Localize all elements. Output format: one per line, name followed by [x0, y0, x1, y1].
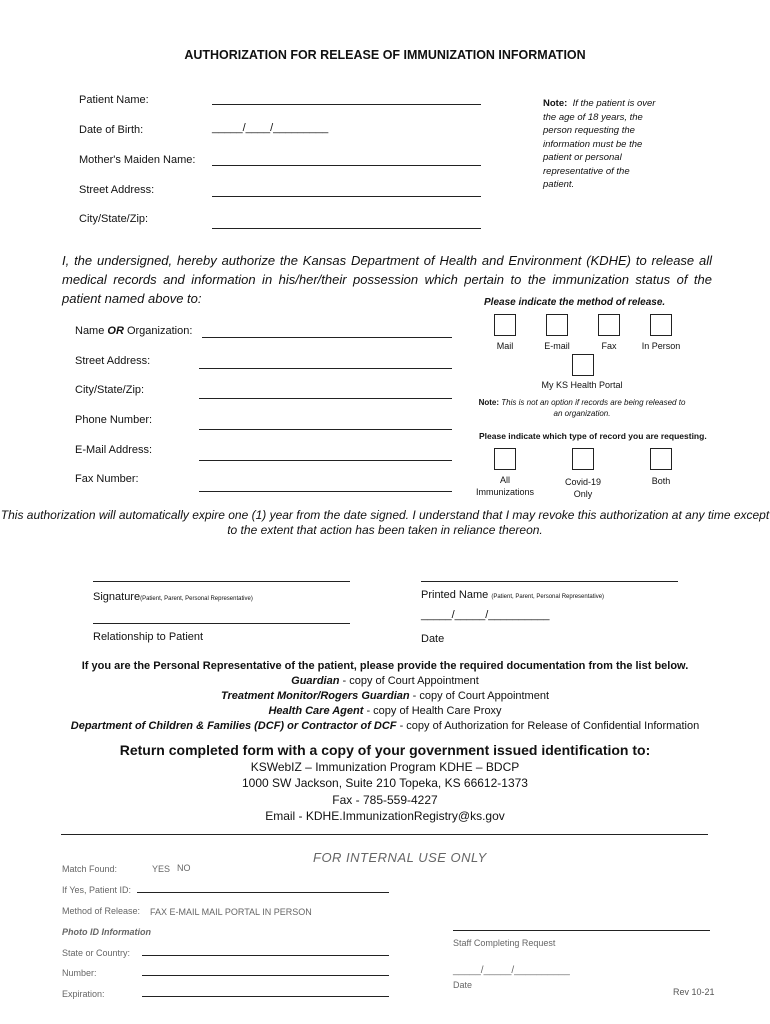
mail-checkbox[interactable]: [494, 314, 516, 336]
patient-id-field[interactable]: [137, 892, 389, 893]
maiden-name-label: Mother's Maiden Name:: [79, 154, 196, 166]
both-checkbox[interactable]: [650, 448, 672, 470]
recipient-name-or: OR: [107, 325, 124, 337]
staff-label: Staff Completing Request: [453, 938, 556, 948]
patient-id-label: If Yes, Patient ID:: [62, 885, 132, 895]
recipient-phone-label: Phone Number:: [75, 414, 153, 426]
email-checkbox[interactable]: [546, 314, 568, 336]
recipient-fax-field[interactable]: [199, 491, 452, 492]
revision-label: Rev 10-21: [673, 987, 715, 997]
state-country-field[interactable]: [142, 955, 389, 956]
recipient-name-pre: Name: [75, 325, 108, 337]
signature-label: [93, 591, 253, 603]
doc-desc: - copy of Court Appointment: [409, 690, 550, 702]
covid-line2: Only: [573, 489, 593, 499]
staff-field[interactable]: [453, 930, 710, 931]
photo-id-heading: Photo ID Information: [62, 927, 151, 937]
printed-name-label-text: Printed Name: [421, 589, 489, 601]
return-line-address: 1000 SW Jackson, Suite 210 Topeka, KS 66612-1373: [242, 776, 528, 790]
recipient-street-label: Street Address:: [75, 355, 151, 367]
printed-name-sub: (Patient, Parent, Personal Representative): [491, 594, 605, 600]
portal-checkbox[interactable]: [572, 354, 594, 376]
internal-divider: [61, 834, 708, 835]
in-person-checkbox[interactable]: [650, 314, 672, 336]
mail-option-label: Mail: [496, 341, 514, 351]
doc-role: Health Care Agent: [268, 705, 364, 717]
recipient-phone-field[interactable]: [199, 429, 452, 430]
note-label: Note:: [543, 98, 568, 109]
relationship-label: Relationship to Patient: [93, 631, 204, 643]
internal-use-title: FOR INTERNAL USE ONLY: [313, 850, 487, 865]
signature-label-text: Signature: [93, 591, 141, 603]
documentation-intro: If you are the Personal Representative of the patient, please provide the required documentation from the list below.: [81, 660, 689, 672]
patient-city-field[interactable]: [212, 228, 481, 229]
release-method-heading: Please indicate the method of release.: [484, 297, 666, 308]
return-line-program: KSWebIZ – Immunization Program KDHE – BDCP: [250, 759, 520, 774]
doc-item-treatment-monitor: [0, 689, 770, 704]
doc-item-guardian: [0, 674, 770, 689]
date-label: Date: [421, 633, 445, 645]
printed-name-label: [421, 589, 604, 601]
return-instructions: [0, 742, 770, 825]
patient-city-label: City/State/Zip:: [79, 213, 149, 225]
record-type-heading: Please indicate which type of record you are requesting.: [479, 431, 707, 441]
portal-note: [478, 397, 686, 419]
authorization-statement: I, the undersigned, hereby authorize the Kansas Department of Health and Environment (KDHE) to release all medical records and information in his/her/their possession which pertain to the immunization status of the patient named above to:: [62, 253, 712, 306]
all-line1: All: [499, 475, 510, 485]
id-number-field[interactable]: [142, 975, 389, 976]
id-number-label: Number:: [62, 968, 97, 978]
doc-desc: - copy of Health Care Proxy: [363, 705, 502, 717]
all-immunizations-label: [470, 474, 540, 498]
patient-name-label: Patient Name:: [79, 94, 149, 106]
recipient-name-field[interactable]: [202, 337, 452, 338]
recipient-name-label: [75, 325, 192, 337]
date-blank[interactable]: _____/_____/__________: [421, 609, 550, 621]
relationship-field[interactable]: [93, 623, 350, 624]
portal-note-text: This is not an option if records are being released to an organization.: [501, 398, 686, 418]
patient-street-label: Street Address:: [79, 184, 155, 196]
age-note: [543, 97, 663, 192]
doc-desc: - copy of Authorization for Release of Confidential Information: [396, 720, 700, 732]
both-label: Both: [651, 476, 671, 486]
doc-desc: - copy of Court Appointment: [339, 675, 479, 687]
id-expiration-field[interactable]: [142, 996, 389, 997]
return-line-email: Email - KDHE.ImmunizationRegistry@ks.gov: [265, 809, 505, 823]
maiden-name-field[interactable]: [212, 165, 481, 166]
covid-only-checkbox[interactable]: [572, 448, 594, 470]
recipient-fax-label: Fax Number:: [75, 473, 139, 485]
signature-sub: (Patient, Parent, Personal Representative): [140, 596, 253, 602]
doc-role: Treatment Monitor/Rogers Guardian: [220, 690, 410, 702]
doc-item-health-care-agent: [0, 704, 770, 719]
email-option-label: E-mail: [544, 341, 570, 351]
match-no-option[interactable]: NO: [177, 863, 191, 873]
internal-date-blank[interactable]: _____/_____/__________: [453, 965, 570, 976]
portal-note-label: Note:: [478, 398, 500, 407]
note-text: If the patient is over the age of 18 years, the person requesting the information must be the patient or personal representative of the patient.: [543, 98, 656, 190]
portal-option-label: My KS Health Portal: [541, 380, 623, 390]
doc-role: Department of Children & Families (DCF) or Contractor of DCF: [70, 720, 397, 732]
recipient-email-label: E-Mail Address:: [75, 444, 153, 456]
match-found-label: Match Found:: [62, 864, 118, 874]
in-person-option-label: In Person: [641, 341, 681, 351]
dob-field[interactable]: _____/____/_________: [212, 122, 329, 134]
doc-item-dcf: [0, 719, 770, 734]
documentation-list: [0, 659, 770, 734]
recipient-city-field[interactable]: [199, 398, 452, 399]
recipient-city-label: City/State/Zip:: [75, 384, 145, 396]
doc-role: Guardian: [291, 675, 340, 687]
patient-name-field[interactable]: [212, 104, 481, 105]
covid-line1: Covid-19: [564, 477, 602, 487]
match-yes-option[interactable]: YES: [152, 864, 171, 874]
signature-field[interactable]: [93, 581, 350, 582]
id-expiration-label: Expiration:: [62, 989, 105, 999]
internal-date-label: Date: [453, 980, 473, 990]
patient-street-field[interactable]: [212, 196, 481, 197]
state-country-label: State or Country:: [62, 948, 131, 958]
printed-name-field[interactable]: [421, 581, 678, 582]
fax-checkbox[interactable]: [598, 314, 620, 336]
form-title: AUTHORIZATION FOR RELEASE OF IMMUNIZATION INFORMATION: [184, 48, 586, 62]
return-line-fax: Fax - 785-559-4227: [332, 792, 438, 807]
expiration-statement: This authorization will automatically expire one (1) year from the date signed. I understand that I may revoke this authorization at any time except to the extent that action has been taken in reliance thereon.: [0, 508, 770, 537]
all-immunizations-checkbox[interactable]: [494, 448, 516, 470]
all-line2: Immunizations: [475, 487, 535, 497]
dob-label: Date of Birth:: [79, 124, 144, 136]
recipient-name-post: Organization:: [123, 325, 193, 337]
recipient-email-field[interactable]: [199, 460, 452, 461]
return-heading: Return completed form with a copy of your government issued identification to:: [119, 742, 651, 758]
fax-option-label: Fax: [601, 341, 617, 351]
release-method-internal-label: Method of Release:: [62, 906, 141, 916]
covid-only-label: [550, 476, 616, 500]
recipient-street-field[interactable]: [199, 368, 452, 369]
release-method-options: FAX E-MAIL MAIL PORTAL IN PERSON: [150, 907, 312, 917]
